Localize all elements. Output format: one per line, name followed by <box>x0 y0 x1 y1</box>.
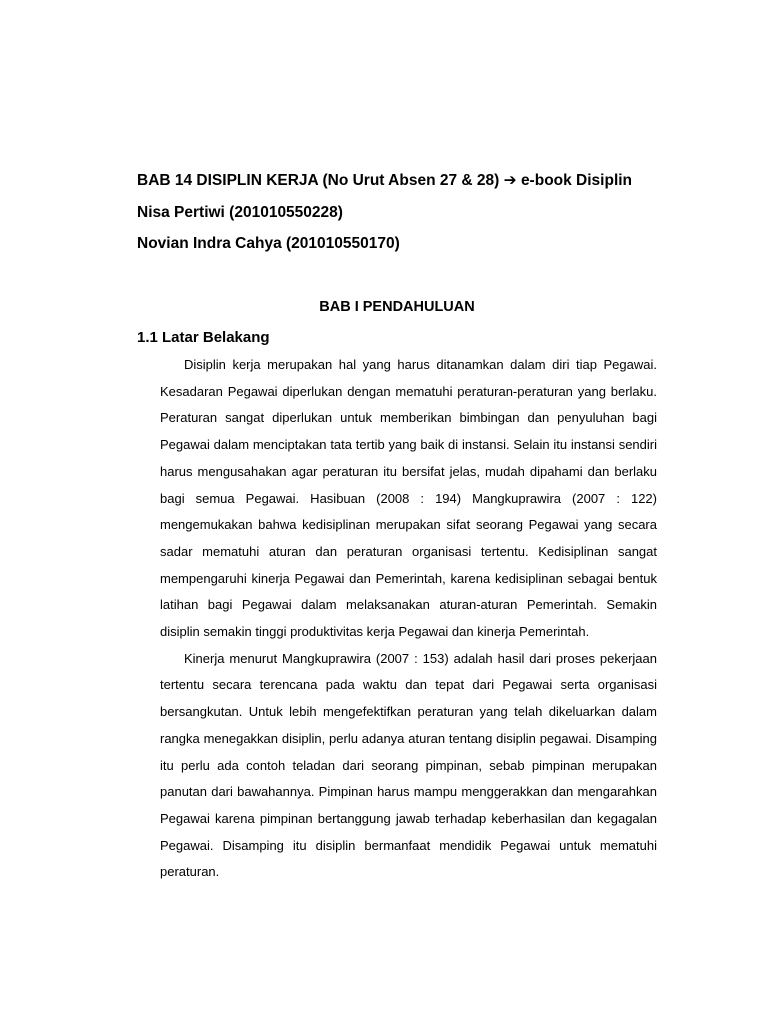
chapter-title: BAB I PENDAHULUAN <box>319 299 475 315</box>
header-assignment-text: BAB 14 DISIPLIN KERJA (No Urut Absen 27 & 28) <box>137 172 500 189</box>
section-heading: 1.1 Latar Belakang <box>137 329 270 346</box>
author-line-1: Nisa Pertiwi (201010550228) <box>137 204 343 221</box>
header-ebook-text: e-book Disiplin <box>520 172 633 189</box>
header-assignment-line <box>137 171 632 191</box>
paragraph-2: Kinerja menurut Mangkuprawira (2007 : 153) adalah hasil dari proses pekerjaan tertentu secara terencana pada waktu dan tepat dari Pegawai serta organisasi bersangkutan. Untuk lebih mengefektifkan peraturan yang telah dikeluarkan dalam rangka menegakkan disiplin, perlu adanya aturan tentang disiplin pegawai. Disamping itu perlu ada contoh teladan dari seorang pimpinan, sebab pimpinan merupakan panutan dari bawahannya. Pimpinan harus mampu menggerakkan dan mengarahkan Pegawai karena pimpinan bertanggung jawab terhadap keberhasilan dan kegagalan Pegawai. Disamping itu disiplin bermanfaat mendidik Pegawai untuk mematuhi peraturan. <box>160 650 657 880</box>
body-text <box>160 352 657 886</box>
paragraph-1: Disiplin kerja merupakan hal yang harus ditanamkan dalam diri tiap Pegawai. Kesadaran Pegawai diperlukan dengan mematuhi peraturan-peraturan yang berlaku. Peraturan sangat diperlukan untuk memberikan bimbingan dan penyuluhan bagi Pegawai dalam menciptakan tata tertib yang baik di instansi. Selain itu instansi sendiri harus mengusahakan agar peraturan itu bersifat jelas, mudah dipahami dan berlaku bagi semua Pegawai. Hasibuan (2008 : 194) Mangkuprawira (2007 : 122) mengemukakan bahwa kedisiplinan merupakan sifat seorang Pegawai yang secara sadar mematuhi aturan dan peraturan organisasi tertentu. Kedisiplinan sangat mempengaruhi kinerja Pegawai dan Pemerintah, karena kedisiplinan sebagai bentuk latihan bagi Pegawai dalam melaksanakan aturan-aturan Pemerintah. Semakin disiplin semakin tinggi produktivitas kerja Pegawai dan kinerja Pemerintah. <box>160 357 657 640</box>
right-arrow-icon: ➔ <box>503 172 517 189</box>
author-line-2: Novian Indra Cahya (201010550170) <box>137 235 400 252</box>
